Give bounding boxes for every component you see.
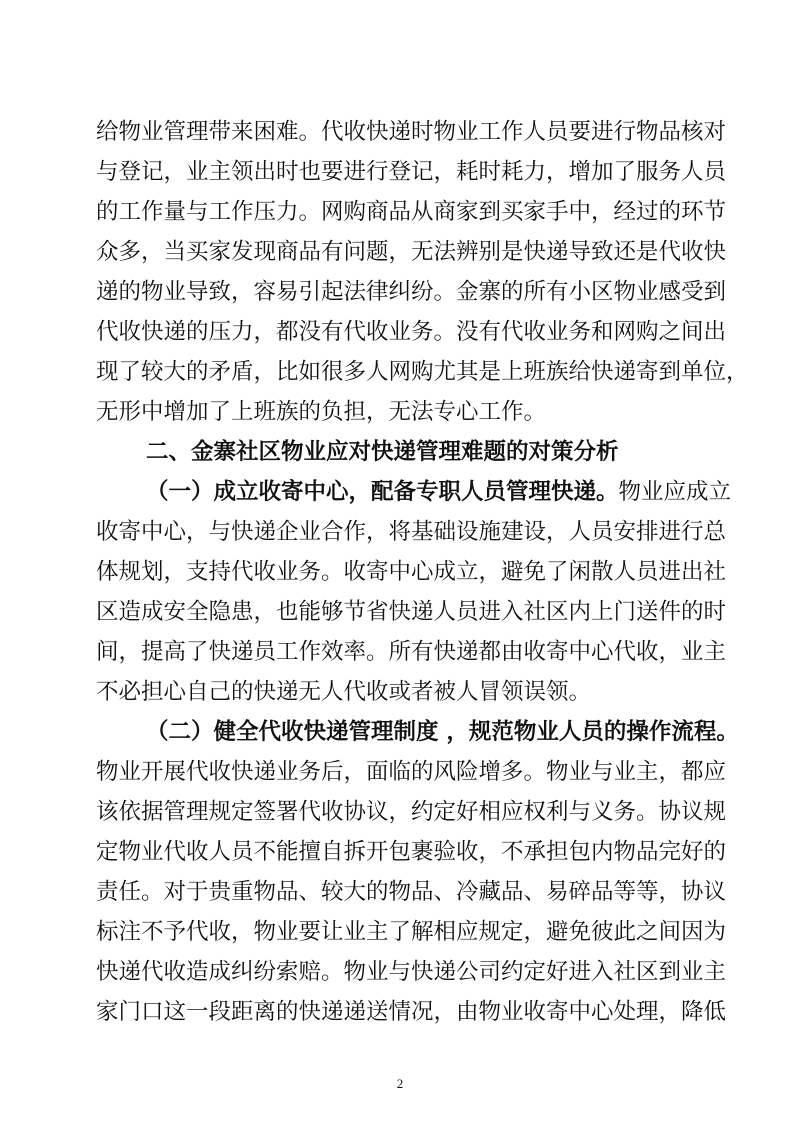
paragraph-line: 递的物业导致，容易引起法律纠纷。金寨的所有小区物业感受到 [96,279,727,305]
section-heading: 二、金寨社区物业应对快递管理难题的对策分析 [146,439,619,465]
paragraph-line: 收寄中心，与快递企业合作，将基础设施建设，人员安排进行总 [96,519,727,545]
subsection-two-title: （二）健全代收快递管理制度 ，规范物业人员的操作流程。 [146,719,739,745]
paragraph-line: 快递代收造成纠纷索赔。物业与快递公司约定好进入社区到业主 [96,959,727,985]
subsection-one-title: （一）成立收寄中心，配备专职人员管理快递。 [146,479,619,505]
paragraph-line: 现了较大的矛盾，比如很多人网购尤其是上班族给快递寄到单位， [96,359,749,385]
paragraph-line: 无形中增加了上班族的负担，无法专心工作。 [96,399,547,425]
paragraph-line: 定物业代收人员不能擅自拆开包裹验收，不承担包内物品完好的 [96,839,727,865]
paragraph-line: 责任。对于贵重物品、较大的物品、冷藏品、易碎品等等，协议 [96,879,727,905]
page-number: 2 [396,1076,404,1091]
subsection-one-first-line [146,472,732,512]
paragraph-line: 家门口这一段距离的快递递送情况，由物业收寄中心处理，降低 [96,999,727,1025]
paragraph-line: 与登记，业主领出时也要进行登记，耗时耗力，增加了服务人员 [96,159,727,185]
paragraph-line: 代收快递的压力，都没有代收业务。没有代收业务和网购之间出 [96,319,727,345]
paragraph-line: 的工作量与工作压力。网购商品从商家到买家手中，经过的环节 [96,199,727,225]
paragraph-line: 众多，当买家发现商品有问题，无法辨别是快递导致还是代收快 [96,239,727,265]
paragraph-line: 给物业管理带来困难。代收快递时物业工作人员要进行物品核对 [96,119,727,145]
paragraph-line: 该依据管理规定签署代收协议，约定好相应权利与义务。协议规 [96,799,727,825]
subsection-one-text: 物业应成立 [618,479,732,505]
paragraph-line: 区造成安全隐患，也能够节省快递人员进入社区内上门送件的时 [96,599,727,625]
paragraph-line: 体规划，支持代收业务。收寄中心成立，避免了闲散人员进出社 [96,559,727,585]
paragraph-line: 间，提高了快递员工作效率。所有快递都由收寄中心代收，业主 [96,639,727,665]
paragraph-line: 物业开展代收快递业务后，面临的风险增多。物业与业主，都应 [96,759,727,785]
paragraph-line: 不必担心自己的快递无人代收或者被人冒领误领。 [96,679,592,705]
paragraph-line: 标注不予代收，物业要让业主了解相应规定，避免彼此之间因为 [96,919,727,945]
